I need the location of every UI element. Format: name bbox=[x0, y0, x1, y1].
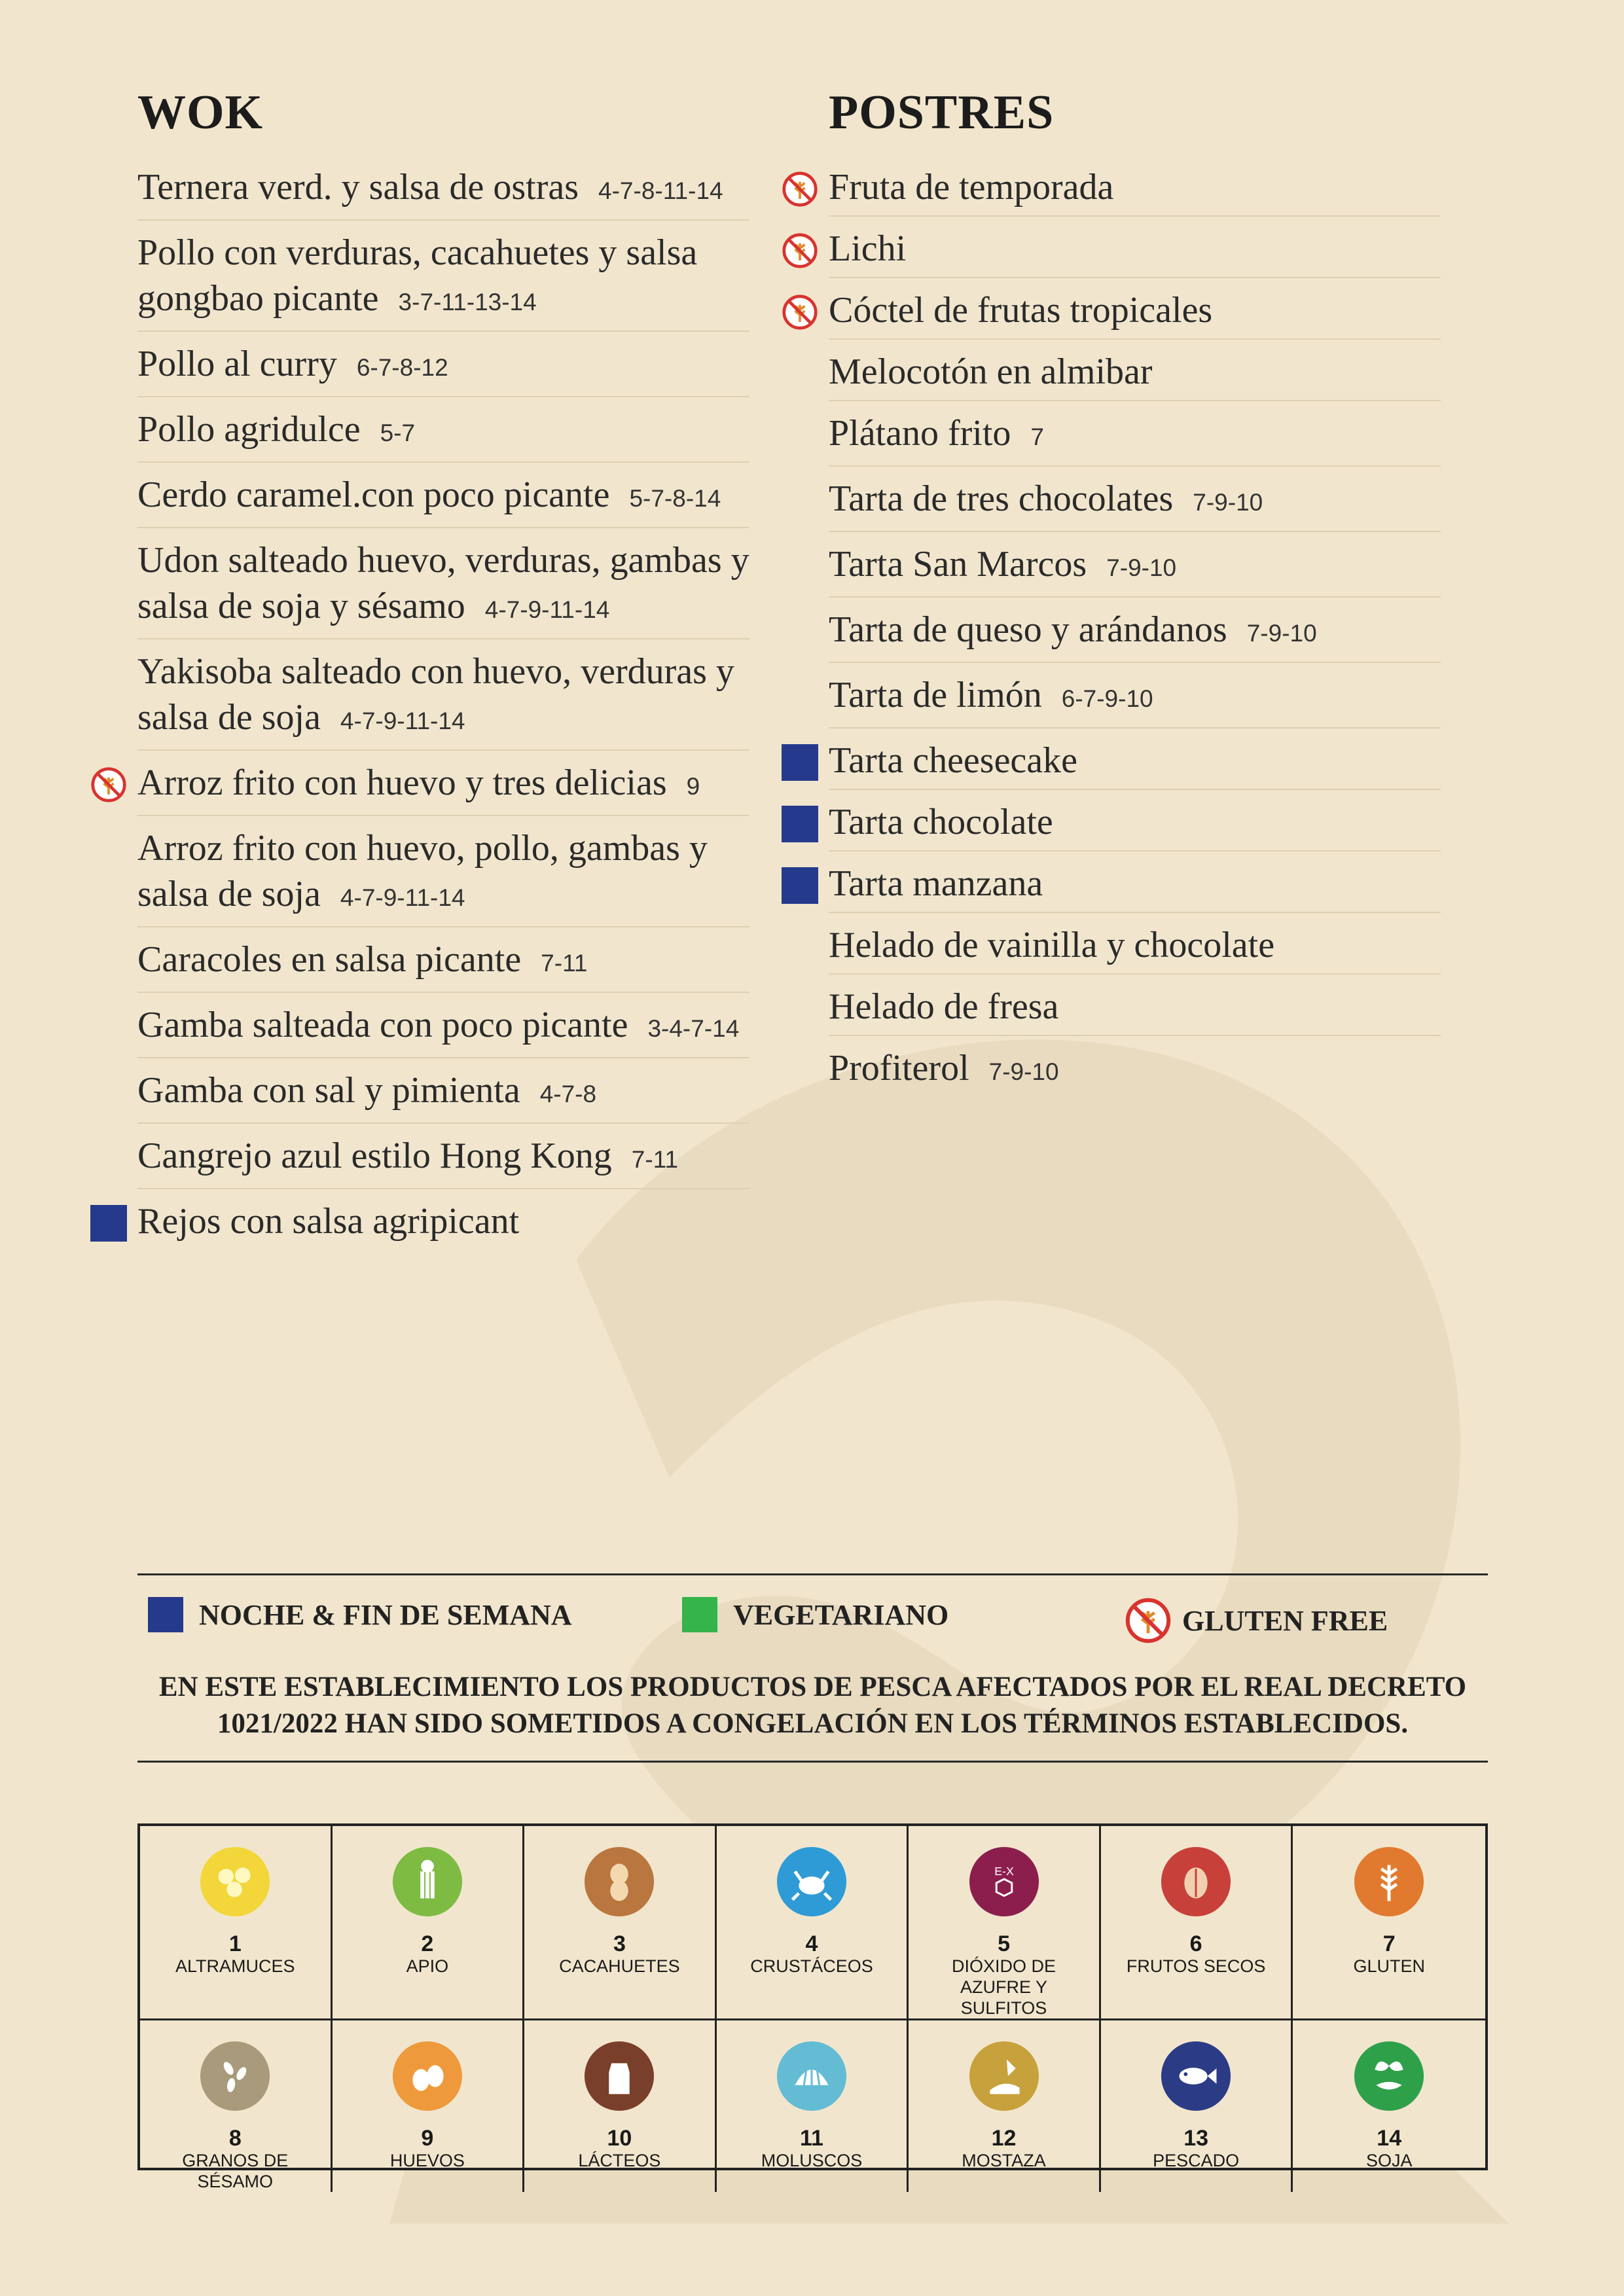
allergen-cell bbox=[1101, 1826, 1293, 2020]
allergen-name: PESCADO bbox=[1153, 2151, 1240, 2170]
wok-item bbox=[137, 1058, 749, 1124]
item-name: Tarta de queso y arándanos bbox=[829, 609, 1227, 650]
allergen-codes: 7-11 bbox=[631, 1146, 679, 1173]
allergen-cell bbox=[1101, 2020, 1293, 2192]
legend-vegetarian-label: VEGETARIANO bbox=[733, 1598, 949, 1631]
vegetarian-swatch bbox=[682, 1597, 717, 1632]
item-name: Ternera verd. y salsa de ostras bbox=[137, 167, 579, 207]
allergen-codes: 4-7-9-11-14 bbox=[340, 884, 465, 911]
legend-gluten-free bbox=[1125, 1597, 1388, 1644]
allergen-name: MOLUSCOS bbox=[761, 2151, 863, 2170]
allergen-name: GLUTEN bbox=[1353, 1956, 1425, 1976]
wok-item bbox=[137, 221, 749, 332]
postres-item bbox=[829, 728, 1441, 790]
allergen-number: 13 bbox=[1183, 2126, 1209, 2151]
allergen-cell bbox=[333, 1826, 525, 2020]
soy-icon bbox=[1353, 2040, 1425, 2112]
wok-item bbox=[137, 463, 749, 528]
postres-item bbox=[829, 278, 1441, 340]
allergen-name: CACAHUETES bbox=[559, 1956, 680, 1976]
allergen-number: 6 bbox=[1189, 1931, 1202, 1956]
legend-top-rule bbox=[137, 1573, 1488, 1575]
allergen-name: MOSTAZA bbox=[962, 2151, 1046, 2170]
item-name: Fruta de temporada bbox=[829, 167, 1114, 207]
item-name: Cangrejo azul estilo Hong Kong bbox=[137, 1136, 612, 1176]
item-name: Tarta cheesecake bbox=[829, 740, 1077, 781]
allergen-number: 8 bbox=[228, 2126, 242, 2151]
notice-line-1: EN ESTE ESTABLECIMIENTO LOS PRODUCTOS DE PESCA AFECTADOS POR EL REAL DECRETO bbox=[158, 1672, 1467, 1702]
night-marker bbox=[782, 806, 818, 842]
gluten-free-icon bbox=[782, 171, 818, 207]
legend bbox=[137, 1597, 1488, 1649]
item-name: Helado de vainilla y chocolate bbox=[829, 925, 1275, 965]
allergen-name: GRANOS DE SÉSAMO bbox=[182, 2151, 289, 2191]
allergen-codes: 3-4-7-14 bbox=[647, 1015, 740, 1042]
gluten-free-icon bbox=[782, 294, 818, 331]
allergen-name: DIÓXIDO DE AZUFRE Y SULFITOS bbox=[952, 1956, 1056, 2018]
item-name: Cerdo caramel.con poco picante bbox=[137, 475, 610, 515]
allergen-cell bbox=[1293, 1826, 1485, 2020]
item-name: Pollo al curry bbox=[137, 344, 337, 384]
sesame-icon bbox=[199, 2040, 271, 2112]
sulphite-icon bbox=[968, 1846, 1040, 1918]
allergen-codes: 4-7-9-11-14 bbox=[484, 596, 610, 623]
postres-item bbox=[829, 340, 1441, 401]
wok-item bbox=[137, 816, 749, 927]
allergen-number: 4 bbox=[805, 1931, 818, 1956]
allergen-name: APIO bbox=[406, 1956, 449, 1976]
allergen-number: 14 bbox=[1377, 2126, 1402, 2151]
item-name: Gamba salteada con poco picante bbox=[137, 1005, 628, 1045]
celery-icon bbox=[391, 1846, 463, 1918]
allergen-codes: 6-7-8-12 bbox=[356, 354, 448, 381]
item-name: Gamba con sal y pimienta bbox=[137, 1070, 520, 1111]
wok-item bbox=[137, 1189, 749, 1249]
item-name: Cóctel de frutas tropicales bbox=[829, 290, 1213, 331]
gluten-free-icon bbox=[90, 766, 127, 803]
lupin-icon bbox=[199, 1846, 271, 1918]
night-marker bbox=[782, 867, 818, 904]
item-name: Tarta San Marcos bbox=[829, 544, 1087, 584]
wok-item bbox=[137, 155, 749, 221]
item-name: Rejos con salsa agripicant bbox=[137, 1201, 520, 1242]
freezing-notice bbox=[137, 1669, 1488, 1742]
wok-item bbox=[137, 1124, 749, 1189]
egg-icon bbox=[391, 2040, 463, 2112]
item-name: Pollo con verduras, cacahuetes y salsa gongbao picante bbox=[137, 232, 698, 319]
gluten-free-icon bbox=[782, 232, 818, 269]
allergen-cell bbox=[717, 1826, 909, 2020]
item-name: Tarta de tres chocolates bbox=[829, 478, 1174, 519]
allergen-cell bbox=[524, 1826, 717, 2020]
postres-title: POSTRES bbox=[829, 86, 1055, 139]
night-swatch bbox=[148, 1597, 183, 1632]
postres-item bbox=[829, 663, 1441, 728]
legend-vegetarian bbox=[682, 1597, 948, 1632]
item-name: Lichi bbox=[829, 228, 907, 269]
postres-item bbox=[829, 790, 1441, 852]
allergen-codes: 7 bbox=[1030, 423, 1044, 450]
postres-item bbox=[829, 598, 1441, 663]
allergen-name: HUEVOS bbox=[389, 2151, 465, 2170]
allergen-codes: 5-7-8-14 bbox=[629, 485, 721, 512]
allergen-cell bbox=[717, 2020, 909, 2192]
item-name: Arroz frito con huevo y tres delicias bbox=[137, 762, 667, 803]
allergen-codes: 5-7 bbox=[380, 420, 416, 446]
allergen-cell bbox=[909, 1826, 1101, 2020]
allergen-number: 1 bbox=[228, 1931, 242, 1956]
allergen-number: 5 bbox=[998, 1931, 1011, 1956]
allergen-number: 3 bbox=[613, 1931, 626, 1956]
postres-item bbox=[829, 217, 1441, 278]
allergen-name: ALTRAMUCES bbox=[175, 1956, 295, 1976]
allergen-codes: 3-7-11-13-14 bbox=[398, 289, 537, 315]
allergen-number: 2 bbox=[421, 1931, 434, 1956]
item-name: Udon salteado huevo, verduras, gambas y salsa de soja y sésamo bbox=[137, 540, 749, 626]
wok-title: WOK bbox=[137, 86, 264, 139]
wok-list bbox=[137, 155, 749, 1249]
allergen-codes: 7-9-10 bbox=[1193, 489, 1263, 516]
postres-item bbox=[829, 852, 1441, 913]
gluten-free-icon bbox=[1125, 1597, 1172, 1644]
allergen-cell bbox=[140, 1826, 333, 2020]
peanut-icon bbox=[583, 1846, 655, 1918]
postres-item bbox=[829, 1036, 1441, 1100]
wheat-icon bbox=[1353, 1846, 1425, 1918]
mustard-icon bbox=[968, 2040, 1040, 2112]
item-name: Plátano frito bbox=[829, 413, 1011, 454]
allergen-number: 11 bbox=[800, 2126, 823, 2151]
wok-item bbox=[137, 993, 749, 1058]
legend-night-label: NOCHE & FIN DE SEMANA bbox=[199, 1598, 572, 1631]
nut-icon bbox=[1160, 1846, 1232, 1918]
allergen-number: 7 bbox=[1382, 1931, 1396, 1956]
wok-section bbox=[137, 85, 749, 1249]
postres-item bbox=[829, 401, 1441, 467]
postres-item bbox=[829, 913, 1441, 975]
shell-icon bbox=[776, 2040, 848, 2112]
legend-gluten-free-label: GLUTEN FREE bbox=[1182, 1604, 1388, 1637]
allergen-codes: 4-7-8 bbox=[539, 1081, 597, 1107]
allergen-codes: 6-7-9-10 bbox=[1061, 685, 1153, 712]
allergen-cell bbox=[524, 2020, 717, 2192]
postres-item bbox=[829, 467, 1441, 532]
allergen-cell bbox=[1293, 2020, 1485, 2192]
night-marker bbox=[90, 1205, 127, 1242]
svg-text:E-X: E-X bbox=[994, 1865, 1014, 1878]
crab-icon bbox=[776, 1846, 848, 1918]
item-name: Arroz frito con huevo, pollo, gambas y salsa de soja bbox=[137, 828, 708, 914]
allergen-codes: 7-11 bbox=[541, 950, 588, 977]
item-name: Pollo agridulce bbox=[137, 409, 361, 450]
postres-item bbox=[829, 155, 1441, 217]
allergen-number: 10 bbox=[607, 2126, 632, 2151]
item-name: Caracoles en salsa picante bbox=[137, 939, 522, 980]
wok-item bbox=[137, 927, 749, 993]
wok-item bbox=[137, 332, 749, 397]
allergen-number: 12 bbox=[991, 2126, 1017, 2151]
wok-item bbox=[137, 397, 749, 463]
night-marker bbox=[782, 744, 818, 781]
wok-item bbox=[137, 639, 749, 751]
item-name: Yakisoba salteado con huevo, verduras y salsa de soja bbox=[137, 651, 734, 738]
item-name: Tarta manzana bbox=[829, 863, 1043, 904]
postres-section bbox=[829, 85, 1441, 1100]
milk-icon bbox=[583, 2040, 655, 2112]
allergen-name: SOJA bbox=[1365, 2151, 1413, 2170]
allergen-table bbox=[137, 1823, 1488, 2191]
allergen-cell bbox=[909, 2020, 1101, 2192]
fish-icon bbox=[1160, 2040, 1232, 2112]
allergen-codes: 9 bbox=[686, 773, 700, 800]
allergen-cell bbox=[140, 2020, 333, 2192]
postres-item bbox=[829, 975, 1441, 1036]
postres-item bbox=[829, 532, 1441, 598]
item-name: Tarta de limón bbox=[829, 675, 1042, 715]
item-name: Helado de fresa bbox=[829, 986, 1059, 1027]
postres-list bbox=[829, 155, 1441, 1100]
wok-item bbox=[137, 528, 749, 639]
allergen-name: FRUTOS SECOS bbox=[1126, 1956, 1266, 1976]
item-name: Tarta chocolate bbox=[829, 802, 1053, 842]
allergen-name: LÁCTEOS bbox=[578, 2151, 661, 2170]
wok-item bbox=[137, 751, 749, 816]
allergen-codes: 7-9-10 bbox=[988, 1058, 1059, 1085]
allergen-number: 9 bbox=[421, 2126, 434, 2151]
item-name: Melocotón en almibar bbox=[829, 351, 1153, 392]
allergen-codes: 7-9-10 bbox=[1106, 554, 1177, 581]
allergen-codes: 4-7-9-11-14 bbox=[340, 708, 465, 734]
allergen-codes: 7-9-10 bbox=[1246, 620, 1317, 647]
allergen-codes: 4-7-8-11-14 bbox=[598, 177, 723, 204]
allergen-cell bbox=[333, 2020, 525, 2192]
legend-night bbox=[148, 1597, 572, 1632]
item-name: Profiterol bbox=[829, 1048, 969, 1088]
notice-line-2: 1021/2022 HAN SIDO SOMETIDOS A CONGELACIÓN EN LOS TÉRMINOS ESTABLECIDOS. bbox=[217, 1708, 1409, 1739]
legend-bottom-rule bbox=[137, 1761, 1488, 1763]
allergen-name: CRUSTÁCEOS bbox=[750, 1956, 873, 1976]
